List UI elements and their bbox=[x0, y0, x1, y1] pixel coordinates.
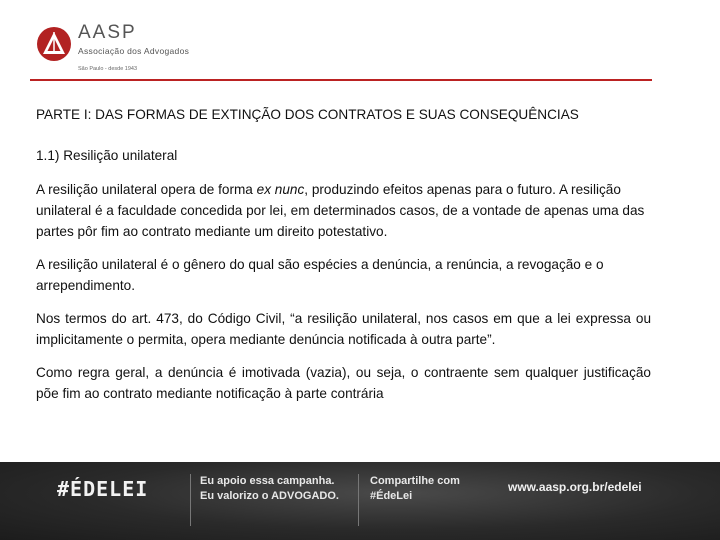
subsection-heading: 1.1) Resilição unilateral bbox=[36, 148, 178, 163]
logo-subtitle: Associação dos Advogados bbox=[78, 46, 190, 56]
footer-divider bbox=[358, 474, 359, 526]
campaign-hashtag: #ÉDELEI bbox=[57, 477, 149, 501]
share-line-1: Compartilhe com bbox=[370, 475, 460, 487]
campaign-text bbox=[200, 474, 339, 504]
campaign-line-2 bbox=[200, 489, 339, 504]
campaign-footer bbox=[0, 462, 720, 540]
share-text bbox=[370, 474, 460, 504]
campaign-line-1: Eu apoio essa campanha. bbox=[200, 475, 335, 487]
campaign-url-link[interactable]: www.aasp.org.br/edelei bbox=[508, 480, 642, 494]
document-body bbox=[36, 104, 651, 416]
paragraph-4: Como regra geral, a denúncia é imotivada (vazia), ou seja, o contraente sem qualquer justificação põe fim ao contrato mediante notificação à parte contrária bbox=[36, 365, 651, 401]
campaign-line-2-prefix: Eu valorizo o bbox=[200, 490, 272, 502]
aasp-logo-icon bbox=[36, 26, 72, 62]
logo-name: AASP bbox=[78, 22, 137, 43]
paragraph-2: A resilição unilateral é o gênero do qual são espécies a denúncia, a renúncia, a revogação e o arrependimento. bbox=[36, 257, 604, 293]
aasp-logo bbox=[36, 22, 206, 82]
paragraph-1-start: A resilição unilateral opera de forma bbox=[36, 182, 257, 197]
paragraph-3: Nos termos do art. 473, do Código Civil, “a resilição unilateral, nos casos em que a lei expressa ou implicitamente o permita, opera mediante denúncia notificada à outra parte”. bbox=[36, 311, 651, 347]
footer-divider bbox=[190, 474, 191, 526]
paragraph-1-end: , produzindo efeitos apenas para o futuro. A resilição unilateral é a faculdade concedida por lei, em determinados casos, de a vontade de apenas uma das partes pôr fim ao contrato mediante um direito potestativo. bbox=[36, 182, 645, 239]
section-heading: PARTE I: DAS FORMAS DE EXTINÇÃO DOS CONTRATOS E SUAS CONSEQUÊNCIAS bbox=[36, 107, 579, 122]
paragraph-1 bbox=[36, 179, 651, 242]
logo-city: São Paulo - desde 1943 bbox=[78, 66, 138, 72]
share-line-2: #ÉdeLei bbox=[370, 490, 413, 502]
header-divider bbox=[30, 79, 652, 81]
campaign-emphasis: ADVOGADO. bbox=[271, 490, 339, 502]
latin-term: ex nunc bbox=[256, 182, 305, 197]
